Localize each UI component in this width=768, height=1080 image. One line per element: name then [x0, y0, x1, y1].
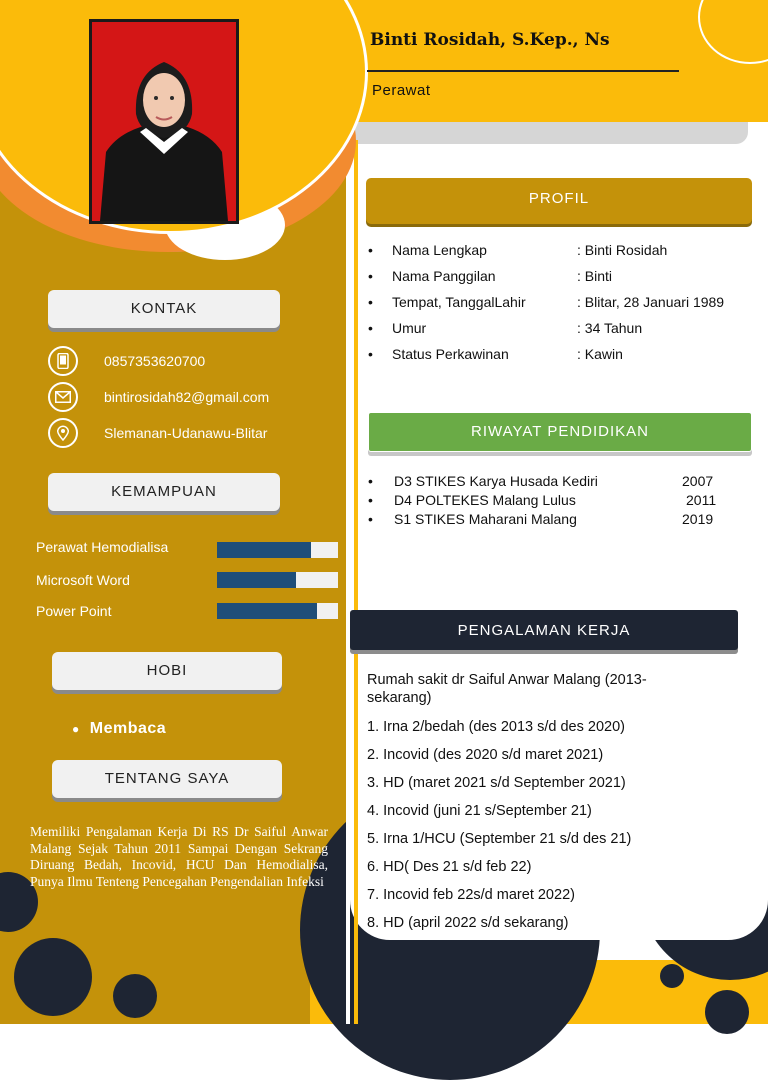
education-year: 2011	[686, 492, 717, 508]
full-name: Binti Rosidah, S.Kep., Ns	[370, 30, 610, 50]
skill-label: Microsoft Word	[36, 572, 130, 588]
person-portrait-icon	[92, 22, 236, 221]
job-title: Perawat	[372, 82, 431, 99]
name-underline	[367, 70, 679, 72]
contact-address	[48, 419, 268, 447]
skill-bar	[217, 572, 338, 588]
location-pin-icon	[48, 418, 78, 448]
education-year: 2019	[682, 511, 714, 527]
header-shadow	[350, 122, 748, 144]
experience-item: 5. Irna 1/HCU (September 21 s/d des 21)	[367, 831, 632, 847]
column-divider-yellow	[354, 140, 358, 1024]
education-row: • D3 STIKES Karya Husada Kediri	[368, 473, 598, 489]
experience-item: 1. Irna 2/bedah (des 2013 s/d des 2020)	[367, 719, 625, 735]
contact-phone	[48, 347, 206, 375]
hobby-label: Membaca	[89, 720, 167, 737]
skill-fill	[217, 542, 311, 558]
decor-dot-3	[113, 974, 157, 1018]
phone-icon	[48, 346, 78, 376]
email-address[interactable]: bintirosidah82@gmail.com	[104, 389, 270, 405]
experience-item: 7. Incovid feb 22s/d maret 2022)	[367, 887, 575, 903]
address: Slemanan-Udanawu-Blitar	[104, 425, 268, 441]
skill-bar	[217, 603, 338, 619]
skill-bar	[217, 542, 338, 558]
skill-label: Perawat Hemodialisa	[36, 539, 169, 555]
experience-item: 2. Incovid (des 2020 s/d maret 2021)	[367, 747, 604, 763]
column-divider-white	[346, 140, 350, 1024]
education-year: 2007	[682, 473, 714, 489]
education-row: • D4 POLTEKES Malang Lulus	[368, 492, 576, 508]
experience-item: 4. Incovid (juni 21 s/September 21)	[367, 803, 592, 819]
contact-heading: KONTAK	[48, 290, 280, 328]
skill-fill	[217, 603, 317, 619]
about-text: Memiliki Pengalaman Kerja Di RS Dr Saiful Anwar Malang Sejak Tahun 2011 Sampai Dengan Sekrang Diruang Bedah, Incovid, HCU Dan Hemodialisa, Punya Ilmu Tenteng Pencegahan Pengendalian Infeksi	[30, 824, 328, 889]
hobby-heading: HOBI	[52, 652, 282, 690]
profile-photo	[89, 19, 239, 224]
decor-dot-5	[705, 990, 749, 1034]
skills-heading: KEMAMPUAN	[48, 473, 280, 511]
decor-dot-2	[14, 938, 92, 1016]
about-heading: TENTANG SAYA	[52, 760, 282, 798]
hobby-item: ● Membaca	[72, 720, 167, 737]
education-heading: RIWAYAT PENDIDIKAN	[368, 412, 752, 452]
experience-item: 3. HD (maret 2021 s/d September 2021)	[367, 775, 626, 791]
experience-item: 8. HD (april 2022 s/d sekarang)	[367, 915, 569, 931]
decor-dot-4	[660, 964, 684, 988]
education-row: • S1 STIKES Maharani Malang	[368, 511, 577, 527]
mail-icon	[48, 382, 78, 412]
profile-heading: PROFIL	[366, 178, 752, 224]
contact-email	[48, 383, 270, 411]
skill-fill	[217, 572, 296, 588]
phone-number: 0857353620700	[104, 353, 206, 369]
experience-item: 6. HD( Des 21 s/d feb 22)	[367, 859, 532, 875]
experience-heading: PENGALAMAN KERJA	[350, 610, 738, 650]
skill-label: Power Point	[36, 603, 112, 619]
experience-intro: Rumah sakit dr Saiful Anwar Malang (2013-sekarang)	[367, 672, 647, 706]
